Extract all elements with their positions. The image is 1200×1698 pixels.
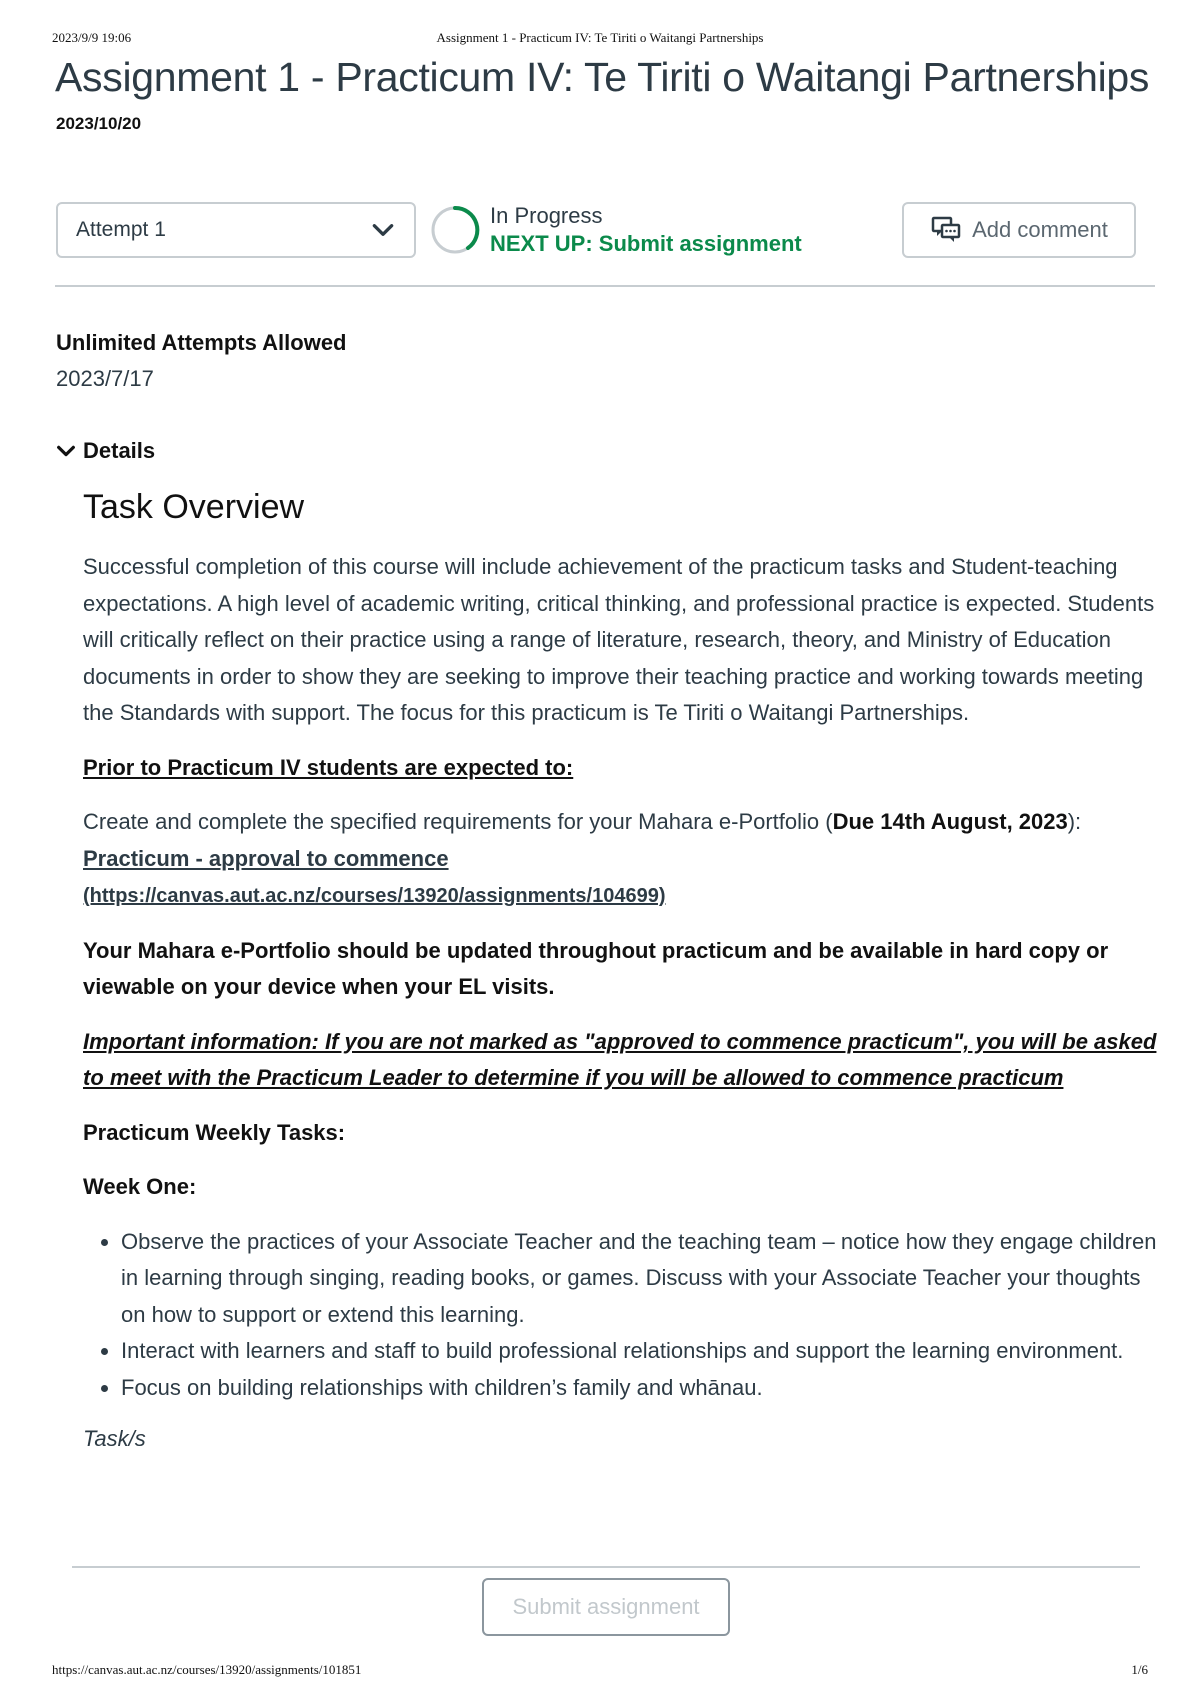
- print-url: https://canvas.aut.ac.nz/courses/13920/assignments/101851: [52, 1662, 362, 1677]
- chevron-down-icon: [55, 440, 77, 462]
- available-date: 2023/7/17: [56, 366, 154, 391]
- page-title: Assignment 1 - Practicum IV: Te Tiriti o Waitangi Partnerships: [55, 54, 1150, 100]
- chevron-down-icon: [370, 217, 396, 243]
- attempt-status: [490, 203, 802, 259]
- print-doc-title: Assignment 1 - Practicum IV: Te Tiriti o Waitangi Partnerships: [436, 30, 764, 45]
- approval-url[interactable]: (https://canvas.aut.ac.nz/courses/13920/assignments/104699): [83, 885, 666, 907]
- overview-paragraph: Successful completion of this course will include achievement of the practicum tasks and Student-teaching expectations. A high level of academic writing, critical thinking, and professional practice is expected. Students will critically reflect on their practice using a range of literature, research, theory, and Ministry of Education documents in order to show they are seeking to improve their teaching practice and working towards meeting the Standards with support. The focus for this practicum is Te Tiriti o Waitangi Partnerships.: [83, 554, 1155, 725]
- add-comment-button[interactable]: [902, 202, 1136, 258]
- tasks-label: Task/s: [83, 1426, 146, 1450]
- task-overview-heading: Task Overview: [83, 488, 305, 526]
- print-datetime: 2023/9/9 19:06: [52, 30, 132, 45]
- submit-assignment-button[interactable]: Submit assignment: [482, 1578, 730, 1636]
- prior-heading: Prior to Practicum IV students are expected to:: [83, 754, 574, 780]
- mahara-requirement: Create and complete the specified requirements for your Mahara e-Portfolio (Due 14th August, 2023): Practicum - approval to commence (https://canvas.aut.ac.nz/courses/13920/assignments/104699): [83, 809, 1082, 907]
- add-comment-label: Add comment: [972, 217, 1108, 242]
- weekly-tasks-heading: Practicum Weekly Tasks:: [83, 1119, 346, 1145]
- details-toggle-label: Details: [83, 438, 156, 463]
- due-date: 2023/10/20: [56, 114, 142, 133]
- week-one-list: [83, 1224, 1158, 1407]
- attempt-select-value: Attempt 1: [76, 218, 166, 241]
- list-item: • Observe the practices of your Associate Teacher and the teaching team – notice how they engage children in learning through singing, reading books, or games. Discuss with your Associate Teacher your thoughts on how to support or extend this learning.: [121, 1224, 1158, 1334]
- list-item: • Focus on building relationships with children’s family and whānau.: [121, 1370, 1158, 1407]
- print-page-number: 1/6: [1131, 1662, 1148, 1677]
- important-info: Important information: If you are not marked as "approved to commence practicum", you will be asked to meet with the Practicum Leader to determine if you will be allowed to commence practicum: [83, 1028, 1157, 1090]
- attempt-select[interactable]: [56, 202, 416, 258]
- status-label: In Progress: [490, 203, 603, 228]
- header-divider: [55, 285, 1155, 287]
- week-one-heading: Week One:: [83, 1174, 197, 1199]
- details-toggle[interactable]: [55, 438, 155, 464]
- comment-icon: [930, 214, 962, 246]
- footer-divider: [72, 1566, 1140, 1568]
- next-up-label: NEXT UP: Submit assignment: [490, 231, 802, 256]
- list-item: • Interact with learners and staff to build professional relationships and support the learning environment.: [121, 1333, 1158, 1370]
- progress-ring-icon: [428, 203, 482, 257]
- assignment-description: [83, 488, 1158, 1450]
- attempts-allowed: Unlimited Attempts Allowed: [56, 330, 347, 355]
- mahara-note: Your Mahara e-Portfolio should be updated throughout practicum and be available in hard copy or viewable on your device when your EL visits.: [83, 937, 1109, 999]
- approval-link[interactable]: Practicum - approval to commence: [83, 845, 449, 871]
